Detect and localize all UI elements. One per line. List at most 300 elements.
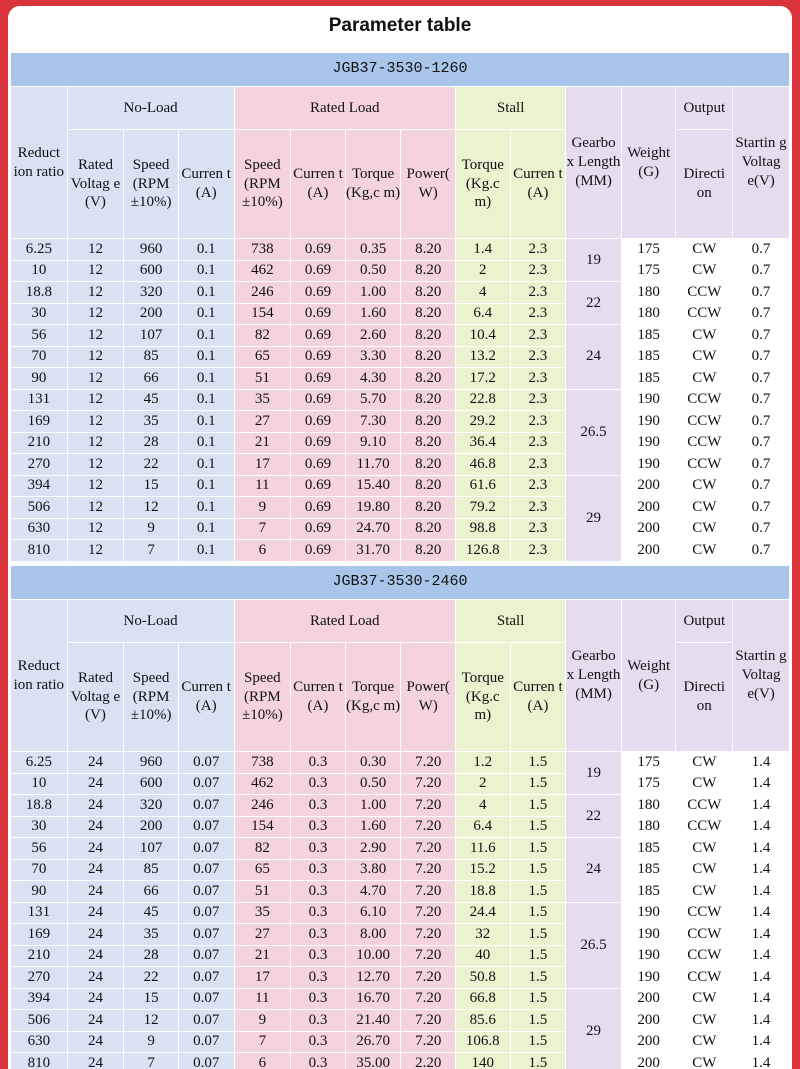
- cell-current-stall: 1.5: [510, 1031, 566, 1053]
- cell-rated-voltage: 12: [67, 497, 124, 519]
- header-output: Output: [676, 87, 733, 130]
- header-current-rated: Curren t (A): [291, 130, 346, 239]
- cell-torque-rated: 4.70: [345, 881, 401, 903]
- cell-torque-rated: 3.30: [345, 346, 401, 368]
- cell-power: 7.20: [401, 1031, 456, 1053]
- cell-torque-rated: 31.70: [345, 540, 401, 562]
- header-reduction-ratio: Reduct ion ratio: [11, 600, 68, 752]
- cell-weight: 185: [621, 368, 676, 390]
- cell-direction: CW: [676, 368, 733, 390]
- cell-current-stall: 1.5: [510, 838, 566, 860]
- cell-gearbox-length: 19: [566, 752, 622, 795]
- header-stall: Stall: [456, 87, 566, 130]
- cell-starting-voltage: 1.4: [733, 859, 790, 881]
- cell-gearbox-length: 26.5: [566, 389, 622, 475]
- cell-rated-voltage: 24: [67, 1010, 124, 1032]
- cell-weight: 190: [621, 389, 676, 411]
- cell-reduction-ratio: 70: [11, 859, 68, 881]
- cell-speed-rated: 51: [234, 881, 291, 903]
- cell-speed-rated: 7: [234, 518, 291, 540]
- cell-starting-voltage: 1.4: [733, 816, 790, 838]
- cell-power: 8.20: [401, 282, 456, 304]
- cell-current-noload: 0.1: [178, 432, 234, 454]
- cell-current-rated: 0.69: [291, 368, 346, 390]
- cell-weight: 200: [621, 1010, 676, 1032]
- cell-starting-voltage: 0.7: [733, 260, 790, 282]
- header-no-load: No-Load: [67, 600, 234, 643]
- cell-current-noload: 0.1: [178, 497, 234, 519]
- cell-current-stall: 2.3: [510, 411, 566, 433]
- cell-direction: CW: [676, 260, 733, 282]
- header-current-noload: Curren t (A): [178, 130, 234, 239]
- cell-speed-noload: 35: [124, 924, 179, 946]
- cell-torque-rated: 24.70: [345, 518, 401, 540]
- cell-speed-rated: 6: [234, 540, 291, 562]
- cell-direction: CCW: [676, 454, 733, 476]
- cell-reduction-ratio: 630: [11, 518, 68, 540]
- cell-weight: 175: [621, 239, 676, 261]
- cell-speed-noload: 85: [124, 346, 179, 368]
- header-gearbox-length: Gearbo x Length (MM): [566, 600, 622, 752]
- cell-speed-noload: 66: [124, 881, 179, 903]
- cell-direction: CCW: [676, 282, 733, 304]
- cell-torque-stall: 36.4: [456, 432, 511, 454]
- cell-torque-stall: 66.8: [456, 988, 511, 1010]
- cell-speed-rated: 82: [234, 325, 291, 347]
- cell-reduction-ratio: 56: [11, 325, 68, 347]
- table-row: [11, 752, 790, 774]
- cell-starting-voltage: 1.4: [733, 1031, 790, 1053]
- cell-speed-rated: 65: [234, 346, 291, 368]
- cell-current-rated: 0.3: [291, 838, 346, 860]
- cell-torque-stall: 13.2: [456, 346, 511, 368]
- cell-speed-rated: 154: [234, 303, 291, 325]
- header-rated-voltage: Rated Voltag e (V): [67, 130, 124, 239]
- cell-current-stall: 2.3: [510, 454, 566, 476]
- cell-current-stall: 1.5: [510, 816, 566, 838]
- cell-current-noload: 0.1: [178, 368, 234, 390]
- cell-current-rated: 0.69: [291, 346, 346, 368]
- cell-starting-voltage: 0.7: [733, 454, 790, 476]
- cell-current-noload: 0.07: [178, 881, 234, 903]
- cell-direction: CCW: [676, 303, 733, 325]
- cell-gearbox-length: 26.5: [566, 902, 622, 988]
- cell-torque-rated: 1.00: [345, 795, 401, 817]
- cell-torque-rated: 1.60: [345, 816, 401, 838]
- cell-starting-voltage: 0.7: [733, 282, 790, 304]
- cell-torque-rated: 5.70: [345, 389, 401, 411]
- cell-current-noload: 0.07: [178, 945, 234, 967]
- cell-torque-rated: 10.00: [345, 945, 401, 967]
- cell-torque-stall: 6.4: [456, 816, 511, 838]
- cell-reduction-ratio: 131: [11, 902, 68, 924]
- table-row: [11, 239, 790, 261]
- cell-current-rated: 0.69: [291, 540, 346, 562]
- model-name: JGB37-3530-1260: [11, 53, 790, 87]
- cell-weight: 180: [621, 303, 676, 325]
- cell-reduction-ratio: 810: [11, 1053, 68, 1069]
- cell-rated-voltage: 24: [67, 902, 124, 924]
- cell-starting-voltage: 1.4: [733, 838, 790, 860]
- cell-reduction-ratio: 90: [11, 368, 68, 390]
- table-row: [11, 282, 790, 304]
- cell-current-stall: 2.3: [510, 346, 566, 368]
- cell-current-stall: 1.5: [510, 988, 566, 1010]
- cell-reduction-ratio: 30: [11, 303, 68, 325]
- cell-direction: CCW: [676, 432, 733, 454]
- cell-direction: CCW: [676, 924, 733, 946]
- cell-direction: CW: [676, 346, 733, 368]
- cell-current-noload: 0.07: [178, 773, 234, 795]
- header-power: Power( W): [401, 643, 456, 752]
- table-row: [11, 497, 790, 519]
- cell-current-noload: 0.07: [178, 795, 234, 817]
- cell-starting-voltage: 0.7: [733, 432, 790, 454]
- cell-starting-voltage: 1.4: [733, 924, 790, 946]
- cell-rated-voltage: 24: [67, 773, 124, 795]
- cell-rated-voltage: 24: [67, 945, 124, 967]
- cell-speed-rated: 35: [234, 389, 291, 411]
- cell-speed-noload: 15: [124, 475, 179, 497]
- cell-current-rated: 0.3: [291, 1010, 346, 1032]
- cell-current-stall: 1.5: [510, 902, 566, 924]
- cell-power: 7.20: [401, 816, 456, 838]
- cell-speed-rated: 154: [234, 816, 291, 838]
- cell-starting-voltage: 1.4: [733, 795, 790, 817]
- cell-reduction-ratio: 18.8: [11, 282, 68, 304]
- cell-torque-rated: 15.40: [345, 475, 401, 497]
- cell-speed-rated: 27: [234, 924, 291, 946]
- header-stall: Stall: [456, 600, 566, 643]
- table-row: [11, 924, 790, 946]
- cell-reduction-ratio: 169: [11, 924, 68, 946]
- cell-power: 7.20: [401, 795, 456, 817]
- cell-power: 7.20: [401, 773, 456, 795]
- cell-direction: CW: [676, 859, 733, 881]
- model-name: JGB37-3530-2460: [11, 566, 790, 600]
- cell-current-stall: 2.3: [510, 368, 566, 390]
- cell-power: 8.20: [401, 260, 456, 282]
- cell-direction: CW: [676, 1031, 733, 1053]
- cell-weight: 185: [621, 325, 676, 347]
- cell-direction: CW: [676, 239, 733, 261]
- cell-torque-stall: 17.2: [456, 368, 511, 390]
- cell-current-rated: 0.69: [291, 325, 346, 347]
- table-row: [11, 389, 790, 411]
- cell-current-rated: 0.69: [291, 432, 346, 454]
- cell-torque-stall: 46.8: [456, 454, 511, 476]
- cell-weight: 190: [621, 924, 676, 946]
- cell-starting-voltage: 0.7: [733, 497, 790, 519]
- cell-current-stall: 1.5: [510, 967, 566, 989]
- cell-speed-noload: 320: [124, 795, 179, 817]
- cell-current-noload: 0.1: [178, 239, 234, 261]
- cell-current-stall: 2.3: [510, 432, 566, 454]
- cell-direction: CW: [676, 475, 733, 497]
- cell-weight: 175: [621, 752, 676, 774]
- cell-rated-voltage: 12: [67, 389, 124, 411]
- cell-current-noload: 0.1: [178, 475, 234, 497]
- header-speed-noload: Speed (RPM ±10%): [124, 130, 179, 239]
- cell-speed-noload: 45: [124, 902, 179, 924]
- cell-power: 8.20: [401, 325, 456, 347]
- table-row: [11, 475, 790, 497]
- cell-torque-rated: 0.50: [345, 773, 401, 795]
- header-current-rated: Curren t (A): [291, 643, 346, 752]
- cell-speed-noload: 600: [124, 260, 179, 282]
- cell-gearbox-length: 29: [566, 988, 622, 1069]
- cell-torque-rated: 2.90: [345, 838, 401, 860]
- cell-gearbox-length: 24: [566, 838, 622, 903]
- cell-current-rated: 0.3: [291, 967, 346, 989]
- cell-current-stall: 1.5: [510, 1053, 566, 1069]
- cell-speed-rated: 462: [234, 773, 291, 795]
- cell-reduction-ratio: 131: [11, 389, 68, 411]
- cell-torque-rated: 0.50: [345, 260, 401, 282]
- cell-speed-noload: 960: [124, 752, 179, 774]
- cell-rated-voltage: 24: [67, 859, 124, 881]
- cell-speed-rated: 27: [234, 411, 291, 433]
- cell-torque-stall: 1.4: [456, 239, 511, 261]
- cell-reduction-ratio: 6.25: [11, 239, 68, 261]
- cell-rated-voltage: 24: [67, 967, 124, 989]
- header-torque-stall: Torque (Kg.c m): [456, 643, 511, 752]
- cell-starting-voltage: 1.4: [733, 902, 790, 924]
- table-row: [11, 773, 790, 795]
- cell-speed-noload: 45: [124, 389, 179, 411]
- header-torque-rated: Torque (Kg,c m): [345, 643, 401, 752]
- header-rated-load: Rated Load: [234, 600, 455, 643]
- cell-torque-rated: 8.00: [345, 924, 401, 946]
- cell-rated-voltage: 12: [67, 518, 124, 540]
- cell-rated-voltage: 24: [67, 881, 124, 903]
- cell-current-rated: 0.69: [291, 303, 346, 325]
- header-rated-load: Rated Load: [234, 87, 455, 130]
- cell-torque-rated: 0.35: [345, 239, 401, 261]
- table-row: [11, 881, 790, 903]
- cell-rated-voltage: 24: [67, 752, 124, 774]
- cell-rated-voltage: 12: [67, 325, 124, 347]
- cell-weight: 175: [621, 260, 676, 282]
- cell-speed-noload: 12: [124, 1010, 179, 1032]
- cell-weight: 190: [621, 432, 676, 454]
- cell-power: 8.20: [401, 239, 456, 261]
- cell-current-stall: 2.3: [510, 303, 566, 325]
- cell-weight: 200: [621, 1053, 676, 1069]
- cell-current-rated: 0.69: [291, 497, 346, 519]
- cell-weight: 185: [621, 881, 676, 903]
- cell-current-noload: 0.1: [178, 325, 234, 347]
- cell-current-stall: 1.5: [510, 1010, 566, 1032]
- table-row: [11, 540, 790, 562]
- cell-weight: 190: [621, 945, 676, 967]
- cell-current-rated: 0.69: [291, 411, 346, 433]
- cell-direction: CW: [676, 518, 733, 540]
- cell-power: 8.20: [401, 346, 456, 368]
- cell-direction: CW: [676, 540, 733, 562]
- cell-speed-noload: 9: [124, 1031, 179, 1053]
- cell-power: 7.20: [401, 838, 456, 860]
- table-row: [11, 325, 790, 347]
- cell-current-rated: 0.69: [291, 518, 346, 540]
- parameter-sheet: [8, 6, 792, 1069]
- cell-speed-rated: 246: [234, 282, 291, 304]
- cell-speed-noload: 600: [124, 773, 179, 795]
- cell-rated-voltage: 12: [67, 454, 124, 476]
- cell-rated-voltage: 24: [67, 838, 124, 860]
- cell-rated-voltage: 12: [67, 432, 124, 454]
- cell-speed-rated: 11: [234, 475, 291, 497]
- table-row: [11, 795, 790, 817]
- cell-reduction-ratio: 394: [11, 988, 68, 1010]
- cell-current-noload: 0.07: [178, 988, 234, 1010]
- cell-weight: 200: [621, 475, 676, 497]
- cell-current-noload: 0.07: [178, 1031, 234, 1053]
- cell-speed-rated: 462: [234, 260, 291, 282]
- cell-current-noload: 0.1: [178, 389, 234, 411]
- cell-current-stall: 2.3: [510, 497, 566, 519]
- cell-current-noload: 0.07: [178, 816, 234, 838]
- cell-speed-rated: 738: [234, 239, 291, 261]
- cell-current-stall: 1.5: [510, 945, 566, 967]
- cell-speed-rated: 17: [234, 454, 291, 476]
- cell-rated-voltage: 12: [67, 282, 124, 304]
- cell-weight: 200: [621, 497, 676, 519]
- cell-power: 2.20: [401, 1053, 456, 1069]
- cell-direction: CCW: [676, 411, 733, 433]
- cell-direction: CW: [676, 1010, 733, 1032]
- cell-rated-voltage: 12: [67, 260, 124, 282]
- cell-current-rated: 0.69: [291, 454, 346, 476]
- cell-gearbox-length: 19: [566, 239, 622, 282]
- cell-current-noload: 0.07: [178, 902, 234, 924]
- cell-speed-noload: 12: [124, 497, 179, 519]
- cell-starting-voltage: 0.7: [733, 325, 790, 347]
- cell-reduction-ratio: 30: [11, 816, 68, 838]
- cell-starting-voltage: 1.4: [733, 1010, 790, 1032]
- cell-weight: 180: [621, 816, 676, 838]
- header-output: Output: [676, 600, 733, 643]
- cell-current-noload: 0.1: [178, 454, 234, 476]
- cell-torque-stall: 29.2: [456, 411, 511, 433]
- cell-direction: CCW: [676, 795, 733, 817]
- cell-speed-rated: 21: [234, 945, 291, 967]
- header-current-noload: Curren t (A): [178, 643, 234, 752]
- cell-torque-stall: 85.6: [456, 1010, 511, 1032]
- cell-direction: CW: [676, 838, 733, 860]
- cell-rated-voltage: 24: [67, 988, 124, 1010]
- parameter-table-1: [10, 52, 790, 562]
- cell-current-rated: 0.69: [291, 475, 346, 497]
- cell-power: 8.20: [401, 368, 456, 390]
- cell-current-rated: 0.3: [291, 816, 346, 838]
- cell-current-rated: 0.69: [291, 282, 346, 304]
- cell-reduction-ratio: 10: [11, 260, 68, 282]
- cell-speed-rated: 9: [234, 1010, 291, 1032]
- cell-starting-voltage: 0.7: [733, 368, 790, 390]
- table-row: [11, 518, 790, 540]
- cell-current-stall: 2.3: [510, 239, 566, 261]
- cell-current-stall: 2.3: [510, 389, 566, 411]
- header-speed-noload: Speed (RPM ±10%): [124, 643, 179, 752]
- cell-reduction-ratio: 210: [11, 945, 68, 967]
- cell-current-rated: 0.69: [291, 239, 346, 261]
- cell-torque-stall: 50.8: [456, 967, 511, 989]
- cell-current-rated: 0.3: [291, 1053, 346, 1069]
- cell-current-rated: 0.3: [291, 773, 346, 795]
- cell-speed-noload: 28: [124, 945, 179, 967]
- table-row: [11, 368, 790, 390]
- cell-reduction-ratio: 506: [11, 497, 68, 519]
- cell-speed-rated: 21: [234, 432, 291, 454]
- cell-speed-noload: 960: [124, 239, 179, 261]
- cell-gearbox-length: 22: [566, 795, 622, 838]
- cell-starting-voltage: 0.7: [733, 518, 790, 540]
- cell-current-noload: 0.1: [178, 260, 234, 282]
- table-row: [11, 838, 790, 860]
- header-direction: Directi on: [676, 130, 733, 239]
- cell-speed-noload: 7: [124, 1053, 179, 1069]
- cell-starting-voltage: 0.7: [733, 346, 790, 368]
- table-row: [11, 859, 790, 881]
- cell-reduction-ratio: 70: [11, 346, 68, 368]
- cell-weight: 200: [621, 518, 676, 540]
- cell-power: 7.20: [401, 881, 456, 903]
- cell-power: 8.20: [401, 518, 456, 540]
- cell-power: 7.20: [401, 902, 456, 924]
- cell-direction: CW: [676, 325, 733, 347]
- header-rated-voltage: Rated Voltag e (V): [67, 643, 124, 752]
- cell-current-rated: 0.3: [291, 988, 346, 1010]
- cell-torque-stall: 1.2: [456, 752, 511, 774]
- cell-torque-rated: 9.10: [345, 432, 401, 454]
- cell-power: 7.20: [401, 752, 456, 774]
- table-row: [11, 454, 790, 476]
- cell-starting-voltage: 0.7: [733, 411, 790, 433]
- cell-speed-rated: 51: [234, 368, 291, 390]
- table-row: [11, 816, 790, 838]
- cell-speed-rated: 738: [234, 752, 291, 774]
- cell-reduction-ratio: 56: [11, 838, 68, 860]
- cell-power: 8.20: [401, 454, 456, 476]
- cell-direction: CCW: [676, 945, 733, 967]
- cell-reduction-ratio: 18.8: [11, 795, 68, 817]
- cell-speed-noload: 15: [124, 988, 179, 1010]
- cell-speed-noload: 66: [124, 368, 179, 390]
- cell-speed-noload: 107: [124, 838, 179, 860]
- cell-speed-rated: 11: [234, 988, 291, 1010]
- table-row: [11, 902, 790, 924]
- cell-speed-noload: 22: [124, 967, 179, 989]
- table-row: [11, 988, 790, 1010]
- cell-rated-voltage: 12: [67, 303, 124, 325]
- cell-torque-rated: 16.70: [345, 988, 401, 1010]
- cell-power: 8.20: [401, 303, 456, 325]
- cell-speed-rated: 35: [234, 902, 291, 924]
- cell-power: 7.20: [401, 967, 456, 989]
- cell-weight: 190: [621, 411, 676, 433]
- cell-starting-voltage: 1.4: [733, 752, 790, 774]
- table-row: [11, 1010, 790, 1032]
- cell-current-stall: 1.5: [510, 773, 566, 795]
- cell-reduction-ratio: 210: [11, 432, 68, 454]
- cell-torque-rated: 1.60: [345, 303, 401, 325]
- cell-current-noload: 0.07: [178, 859, 234, 881]
- cell-direction: CCW: [676, 967, 733, 989]
- cell-rated-voltage: 24: [67, 816, 124, 838]
- cell-current-rated: 0.3: [291, 881, 346, 903]
- header-current-stall: Curren t (A): [510, 643, 566, 752]
